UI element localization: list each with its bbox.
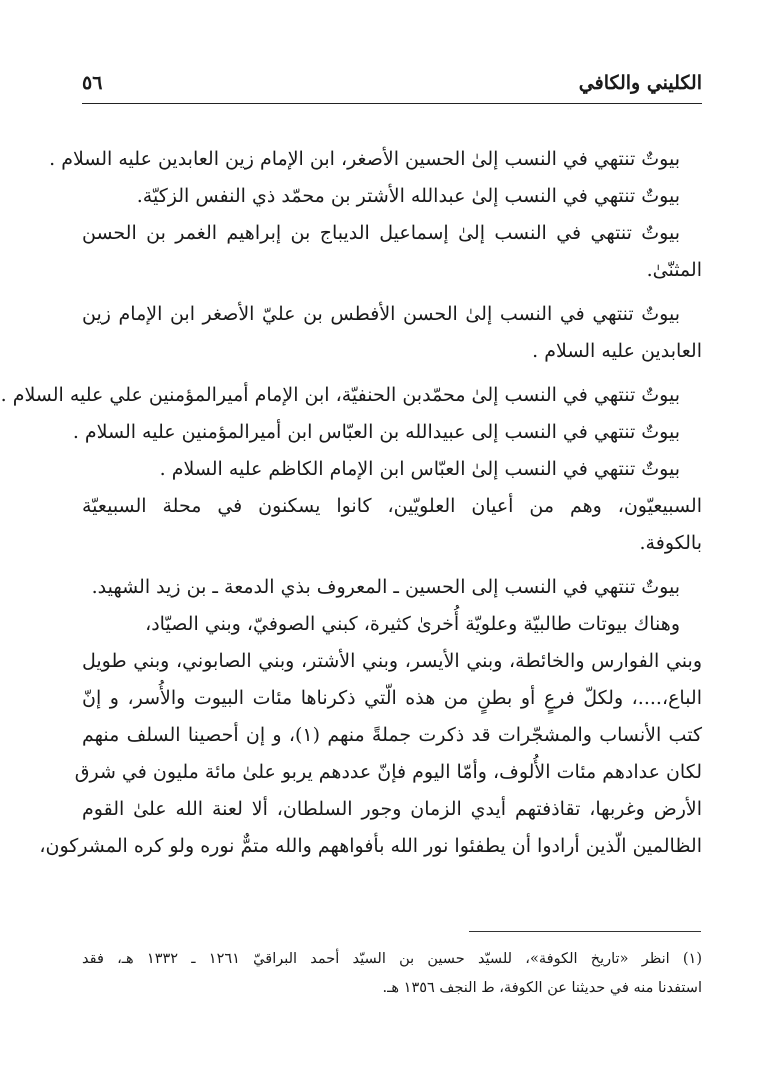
text-line: وبني الفوارس والخائطة، وبني الأيسر، وبني الأشتر، وبني الصابوني، وبني طويل bbox=[82, 650, 702, 672]
text-line: الأرض وغربها، تقاذفتهم أيدي الزمان وجور السلطان، ألا لعنة الله علىٰ القوم bbox=[82, 798, 702, 820]
text-line: لكان عدادهم مئات الأُلوف، وأمّا اليوم فإنّ عددهم يربو علىٰ مائة مليون في شرق bbox=[74, 761, 702, 783]
text-line: بالكوفة. bbox=[639, 532, 702, 554]
text-line: بيوتٌ تنتهي في النسب إلىٰ عبدالله الأشتر بن محمّد ذي النفس الزكيّة. bbox=[136, 185, 680, 207]
text-line: بيوتٌ تنتهي في النسب إلىٰ الحسن الأفطس بن عليّ الأصغر ابن الإمام زين bbox=[82, 303, 680, 325]
footnote-rule bbox=[469, 931, 701, 932]
text-line: الظالمين الّذين أرادوا أن يطفئوا نور الله بأفواههم والله متمٌّ نوره ولو كره المشركون، bbox=[39, 835, 702, 857]
text-line: وهناك بيوتات طالبيّة وعلويّة أُخرىٰ كثيرة، كبني الصوفيّ، وبني الصيّاد، bbox=[145, 613, 680, 635]
text-line: بيوتٌ تنتهي في النسب إلى عبيدالله بن العبّاس ابن أميرالمؤمنين عليه السلام . bbox=[72, 421, 680, 443]
text-line: كتب الأنساب والمشجّرات قد ذكرت جملةً منهم (١)، و إن أحصينا السلف منهم bbox=[82, 724, 702, 746]
header-rule bbox=[82, 103, 702, 104]
text-line: العابدين عليه السلام . bbox=[532, 340, 702, 362]
footnote-line: (١) انظر «تاريخ الكوفة»، للسيّد حسين بن السيّد أحمد البراقيّ ١٢٦١ ـ ١٣٣٢ هـ، فقد bbox=[82, 951, 703, 967]
text-line: بيوتٌ تنتهي في النسب إلىٰ إسماعيل الديباج بن إبراهيم الغمر بن الحسن bbox=[82, 222, 680, 244]
running-title: الكليني والكافي bbox=[578, 72, 702, 94]
text-line: بيوتٌ تنتهي في النسب إلىٰ العبّاس ابن الإمام الكاظم عليه السلام . bbox=[159, 458, 680, 480]
text-line: الباع،....، ولكلّ فرعٍ أو بطنٍ من هذه الّتي ذكرناها مئات البيوت والأُسر، و إنّ bbox=[82, 687, 702, 709]
text-line: بيوتٌ تنتهي في النسب إلىٰ الحسين الأصغر، ابن الإمام زين العابدين عليه السلام . bbox=[49, 148, 680, 170]
footnote bbox=[82, 945, 702, 1003]
footnote-line: استفدنا منه في حديثنا عن الكوفة، ط النجف ١٣٥٦ هـ. bbox=[382, 980, 702, 996]
text-line: بيوتٌ تنتهي في النسب إلىٰ محمّدبن الحنفيّة، ابن الإمام أميرالمؤمنين علي عليه السلام . bbox=[0, 384, 680, 406]
page-header bbox=[82, 72, 702, 100]
main-text bbox=[0, 141, 702, 865]
text-line: المثنّىٰ. bbox=[646, 259, 702, 281]
text-line: السبيعيّون، وهم من أعيان العلويّين، كانوا يسكنون في محلة السبيعيّة bbox=[82, 495, 702, 517]
text-line: بيوتٌ تنتهي في النسب إلى الحسين ـ المعروف بذي الدمعة ـ بن زيد الشهيد. bbox=[91, 576, 680, 598]
page-number: ٥٦ bbox=[82, 72, 103, 94]
